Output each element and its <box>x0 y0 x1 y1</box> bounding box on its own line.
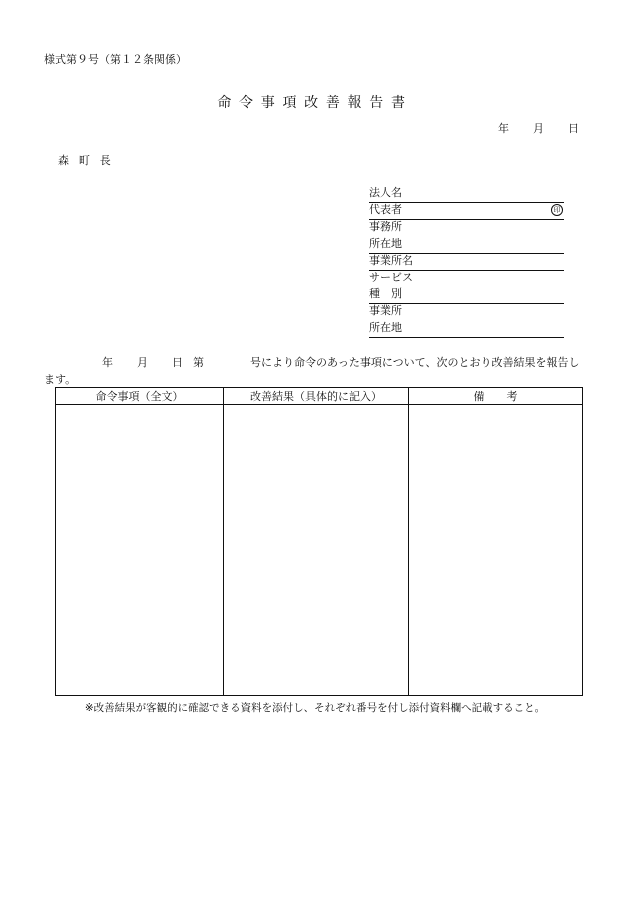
order-items-cell[interactable] <box>56 405 224 696</box>
reporter-field[interactable] <box>369 287 564 304</box>
reporter-field-label: 事業所 <box>369 304 402 318</box>
reporter-field[interactable] <box>369 321 564 338</box>
footnote: ※改善結果が客観的に確認できる資料を添付し、それぞれ番号を付し添付資料欄へ記載すること。 <box>84 702 546 714</box>
table-row <box>56 405 583 696</box>
body-dai: 第 <box>193 356 204 369</box>
body-rest: 号により命令のあった事項について、次のとおり改善結果を報告します。 <box>44 356 580 386</box>
reporter-field-label: 事業所名 <box>369 253 413 267</box>
column-order-items: 命令事項（全文） <box>56 388 224 405</box>
table-header-row <box>56 388 583 405</box>
reporter-field[interactable] <box>369 203 564 220</box>
document-title: 命令事項改善報告書 <box>217 95 413 111</box>
date-month: 月 <box>533 122 544 135</box>
reporter-field-label: 種 別 <box>369 287 402 301</box>
reporter-field-label: 事務所 <box>369 219 402 233</box>
reporter-field <box>369 220 564 236</box>
body-text <box>44 354 580 388</box>
reporter-field[interactable] <box>369 186 564 203</box>
reporter-field <box>369 304 564 320</box>
improvement-results-cell[interactable] <box>224 405 409 696</box>
reporter-field-label: サービス <box>369 270 413 284</box>
remarks-cell[interactable] <box>409 405 583 696</box>
reporter-field <box>369 271 564 287</box>
form-number: 様式第９号（第１２条関係） <box>44 53 187 66</box>
date-year: 年 <box>498 122 509 135</box>
body-day: 日 <box>172 356 183 369</box>
reporter-field-label: 所在地 <box>369 321 402 335</box>
addressee: 森町長 <box>58 154 121 167</box>
body-year: 年 <box>102 356 113 369</box>
reporter-field[interactable] <box>369 254 564 271</box>
reporter-field-label: 代表者 <box>369 202 402 216</box>
date-line <box>498 120 579 136</box>
reporter-field-label: 法人名 <box>369 186 402 199</box>
body-month: 月 <box>137 356 148 369</box>
reporter-field-label: 所在地 <box>369 236 402 250</box>
result-table <box>55 387 583 696</box>
seal-icon: 印 <box>551 204 563 216</box>
reporter-field[interactable] <box>369 237 564 254</box>
column-remarks: 備 考 <box>409 388 583 405</box>
column-improvement-results: 改善結果（具体的に記入） <box>224 388 409 405</box>
date-day: 日 <box>568 122 579 135</box>
